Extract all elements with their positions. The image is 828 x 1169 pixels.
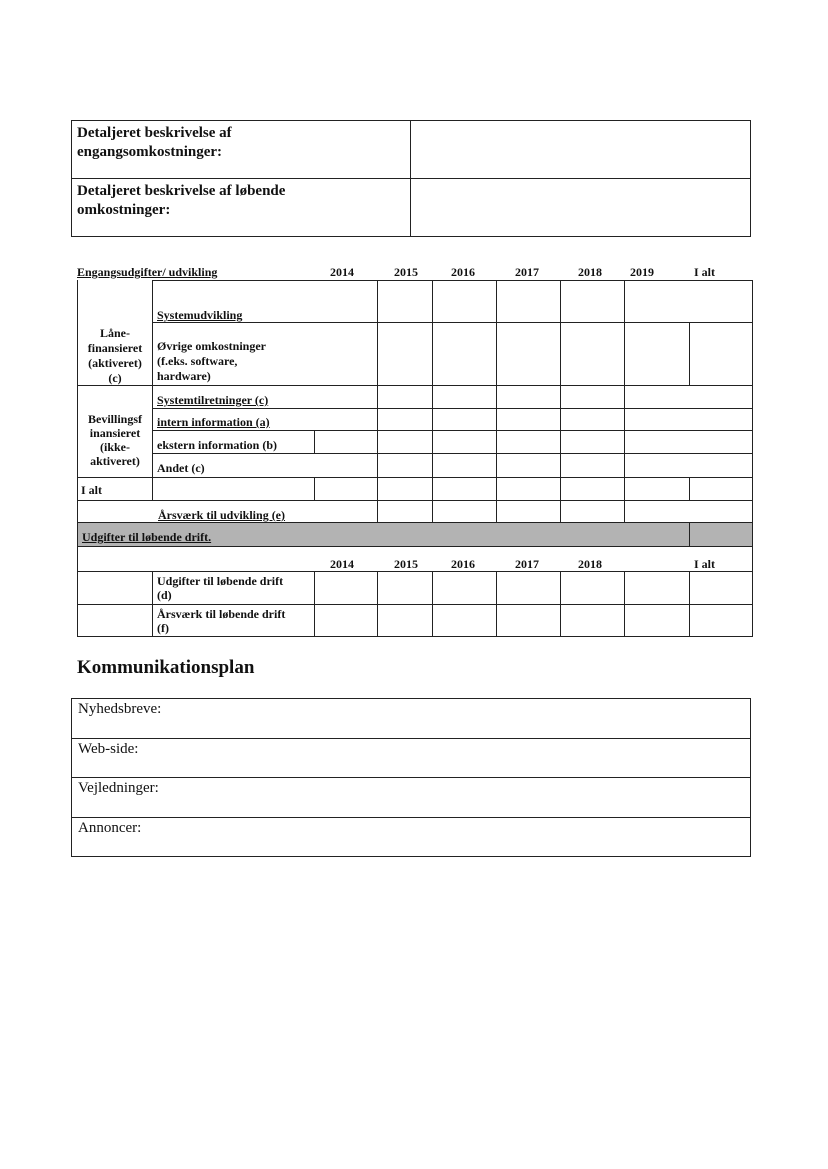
kommunikation-item: Web-side: bbox=[78, 741, 139, 757]
row-label: Andet (c) bbox=[157, 461, 205, 475]
year-header: 2015 bbox=[394, 265, 418, 279]
kommunikation-item: Vejledninger: bbox=[78, 780, 159, 796]
total-header: I alt bbox=[694, 265, 715, 279]
loebende-description-field[interactable] bbox=[412, 180, 748, 235]
year-header: 2018 bbox=[578, 557, 602, 571]
kommunikation-title: Kommunikationsplan bbox=[77, 657, 255, 678]
kommunikation-item: Nyhedsbreve: bbox=[78, 701, 162, 717]
row-label: Systemtilretninger (c) bbox=[157, 393, 269, 407]
row-label: Systemudvikling bbox=[157, 308, 243, 322]
laane-group-label: Låne- finansieret (aktiveret) (c) bbox=[87, 326, 143, 385]
bevilling-group-label: Bevillingsf inansieret (ikke- aktiveret) bbox=[87, 412, 142, 468]
row-label: Årsværk til løbende drift (f) bbox=[157, 607, 286, 635]
total-header: I alt bbox=[694, 557, 715, 571]
loebende-description-label: Detaljeret beskrivelse af løbende omkostninger: bbox=[77, 183, 286, 218]
engangs-description-label: Detaljeret beskrivelse af engangsomkostninger: bbox=[77, 125, 232, 160]
aarsvaerk-row-label: Årsværk til udvikling (e) bbox=[158, 508, 286, 522]
row-label: intern information (a) bbox=[157, 415, 270, 429]
year-header: 2015 bbox=[394, 557, 418, 571]
row-label: ekstern information (b) bbox=[157, 438, 277, 452]
year-header: 2018 bbox=[578, 265, 602, 279]
ialt-row-label: I alt bbox=[81, 483, 102, 497]
row-label: Øvrige omkostninger (f.eks. software, hardware) bbox=[157, 339, 266, 383]
year-header: 2017 bbox=[515, 557, 539, 571]
section-label: Udgifter til løbende drift. bbox=[82, 530, 212, 544]
year-header: 2014 bbox=[330, 265, 354, 279]
year-header: 2016 bbox=[451, 265, 475, 279]
row-label: Udgifter til løbende drift (d) bbox=[157, 574, 284, 602]
engangs-description-field[interactable] bbox=[412, 122, 748, 177]
year-header: 2019 bbox=[630, 265, 654, 279]
year-header: 2016 bbox=[451, 557, 475, 571]
engangs-title: Engangsudgifter/ udvikling bbox=[77, 265, 218, 279]
year-header: 2014 bbox=[330, 557, 354, 571]
kommunikation-item: Annoncer: bbox=[78, 820, 142, 836]
year-header: 2017 bbox=[515, 265, 539, 279]
